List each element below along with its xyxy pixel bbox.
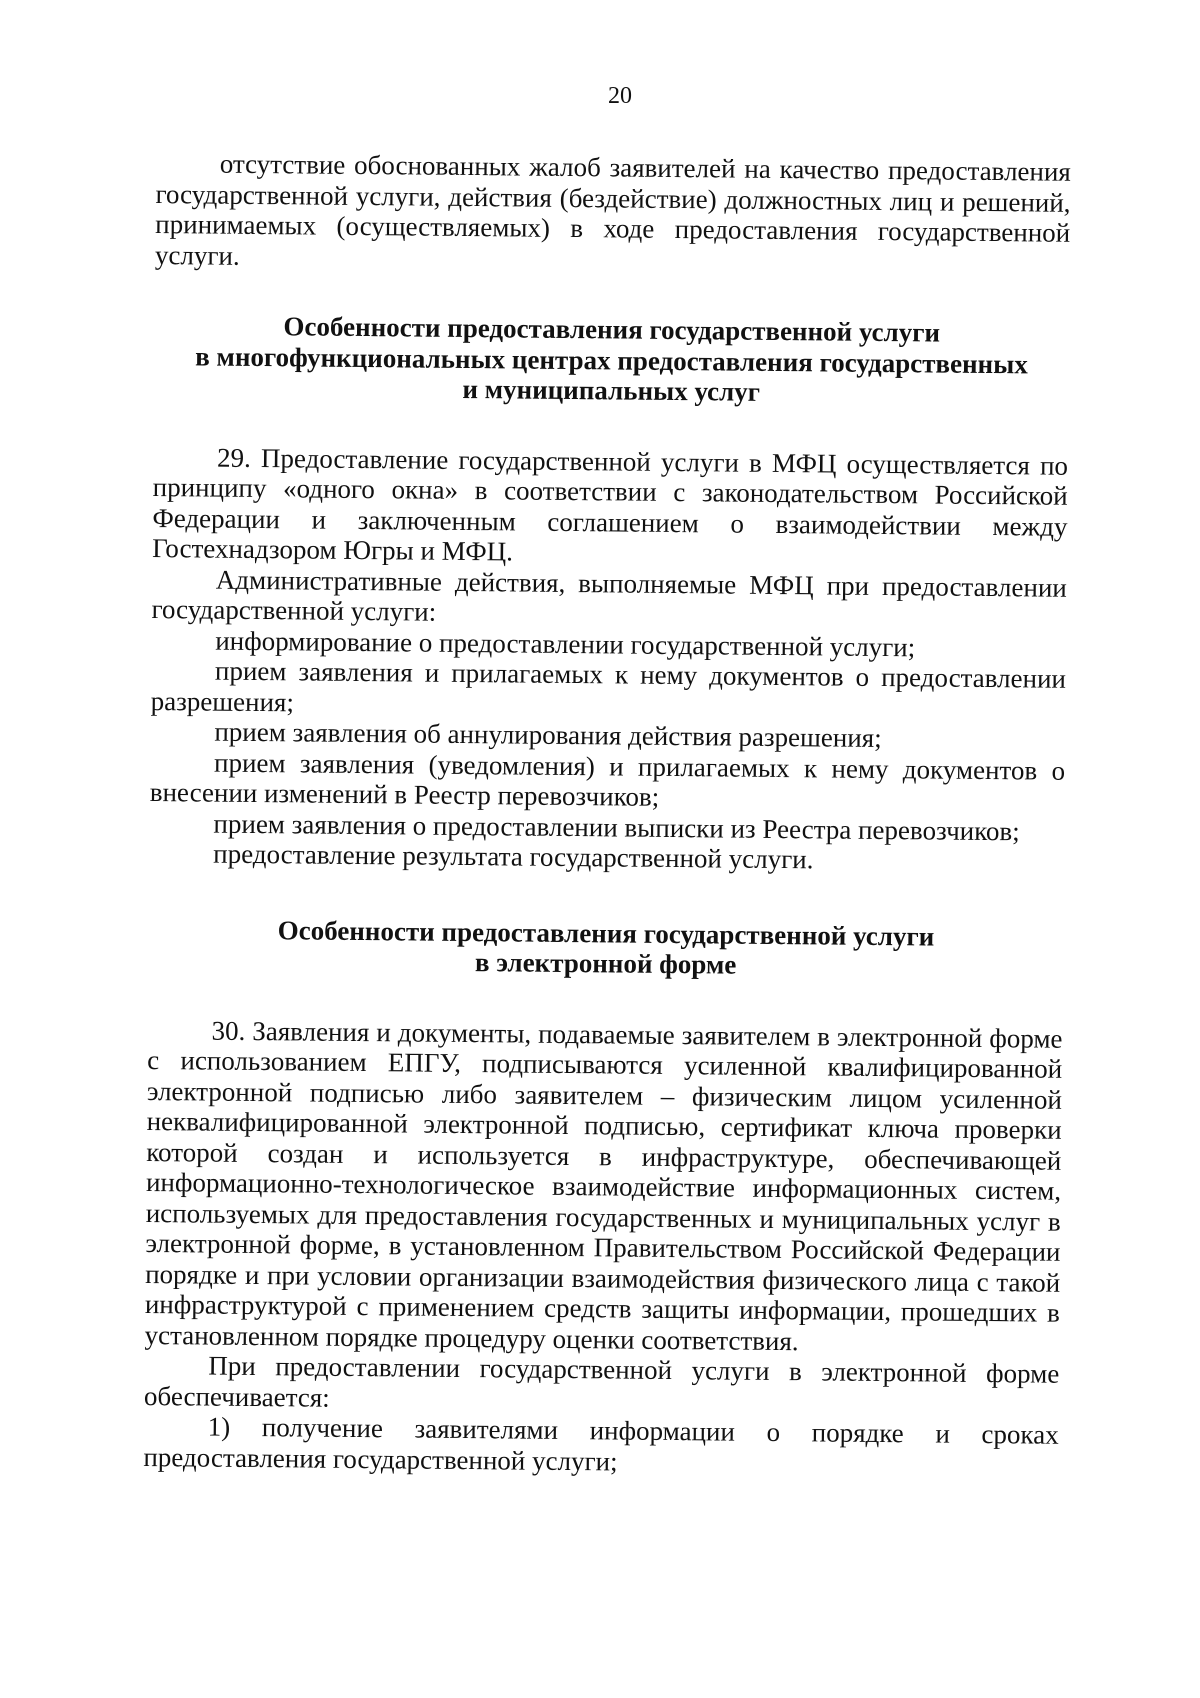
list-item-result-delivery: предоставление результата государственной услуги.: [213, 838, 814, 875]
paragraph-electronic-provision-intro: При предоставлении государственной услуги в электронной форме обеспечивается:: [143, 1350, 1060, 1413]
section-heading-mfc-line-2: в многофункциональных центрах предоставления государственных: [195, 340, 1028, 379]
section-heading-electronic-line-1: Особенности предоставления государственной услуги: [277, 914, 935, 952]
list-item-informing: информирование о предоставлении государственной услуги;: [215, 625, 916, 662]
paragraph-mfc-actions-intro: Административные действия, выполняемые МФЦ при предоставлении государственной услуги:: [151, 564, 1067, 627]
list-item-1-information: 1) получение заявителями информации о порядке и сроках предоставления государственной услуги;: [143, 1411, 1059, 1476]
paragraph-complaints-indicator: отсутствие обоснованных жалоб заявителей на качество предоставления государственной услуги, действия (бездействие) должностных лиц и решений, принимаемых (осуществляемых) в ходе предоставления государственной услуги.: [154, 148, 1071, 271]
document-body: [143, 148, 1071, 1481]
section-heading-mfc-line-3: и муниципальных услуг: [462, 373, 761, 407]
list-item-application-registry-changes: прием заявления (уведомления) и прилагаемых к нему документов о внесении изменений в Реестр перевозчиков;: [149, 747, 1066, 812]
page-number: 20: [608, 83, 632, 109]
section-heading-mfc: [154, 310, 1070, 410]
list-item-application-permit: прием заявления и прилагаемых к нему документов о предоставлении разрешения;: [150, 655, 1067, 717]
section-heading-mfc-line-1: Особенности предоставления государственной услуги: [283, 311, 941, 348]
paragraph-30: 30. Заявления и документы, подаваемые заявителем в электронной форме с использованием ЕПГУ, подписываются усиленной квалифицированной электронной подписью либо заявителем – физическим лицом усиленной неквалифицированной электронной подписью, сертификат ключа проверки которой создан и используется в инфраструктуре, обеспечивающей информационно-технологическое взаимодействие информационных систем, используемых для предоставления государственных и муниципальных услуг в электронной форме, в установленном Правительством Российской Федерации порядке и при условии организации взаимодействия физического лица с такой инфраструктурой с применением средств защиты информации, прошедших в установленном порядке процедуру оценки соответствия.: [144, 1015, 1063, 1356]
section-heading-electronic: [148, 913, 1064, 983]
paragraph-29: 29. Предоставление государственной услуги в МФЦ осуществляется по принципу «одного окна» в соответствии с законодательством Российской Федерации и заключенным соглашением о взаимодействии между Гостехнадзором Югры и МФЦ.: [152, 442, 1069, 567]
list-item-application-annulment: прием заявления об аннулирования действия разрешения;: [214, 716, 882, 753]
section-heading-electronic-line-2: в электронной форме: [474, 947, 737, 980]
list-item-application-registry-extract: прием заявления о предоставлении выписки из Реестра перевозчиков;: [213, 808, 1020, 846]
